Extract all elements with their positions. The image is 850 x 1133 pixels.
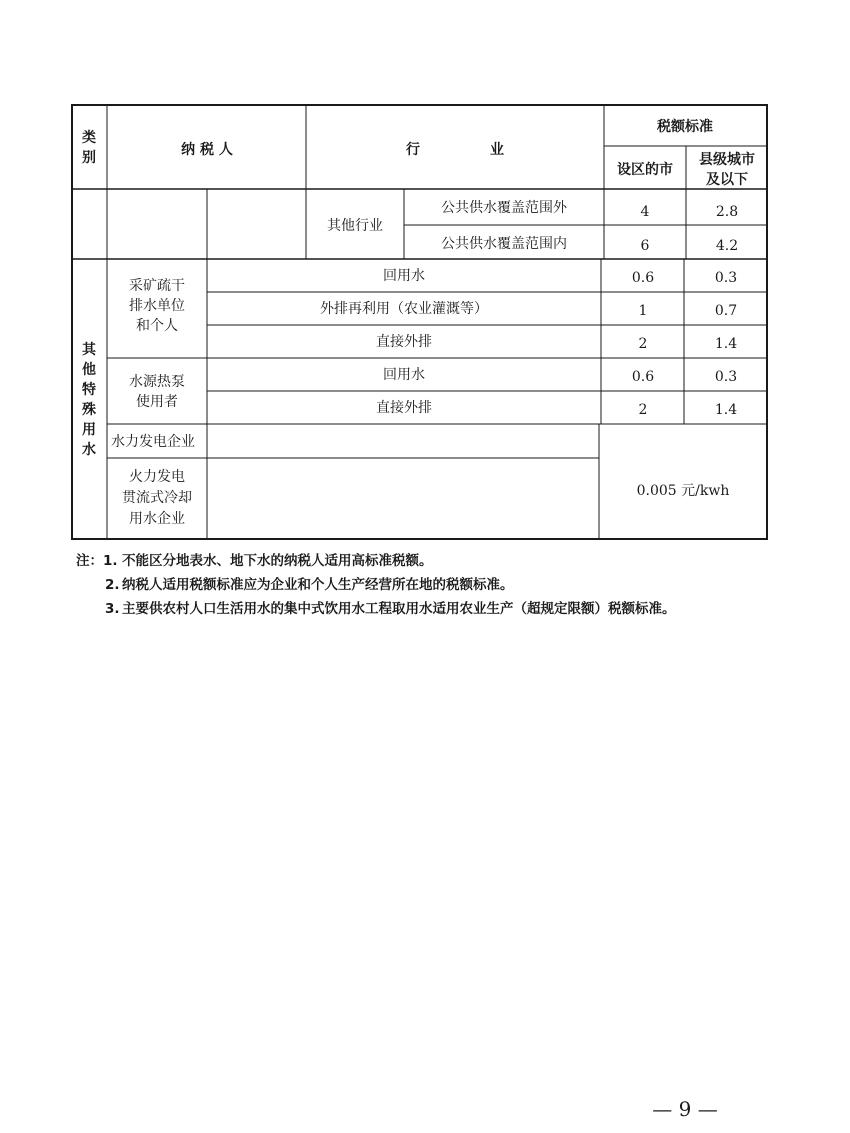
heatpump-label-line: 水源热泵 xyxy=(129,374,185,390)
header-county-city-line1: 县级城市 xyxy=(699,152,755,168)
header-taxpayer: 纳 税 人 xyxy=(181,142,233,158)
special-category-char: 用 xyxy=(82,422,96,438)
thermal-label-line: 贯流式冷却 xyxy=(122,490,192,506)
page-number: — 9 — xyxy=(652,1097,718,1121)
header-county-city-line2: 及以下 xyxy=(706,172,748,188)
other-industry-label: 其他行业 xyxy=(327,218,383,234)
power-rate-value: 0.005 元/kwh xyxy=(636,483,730,499)
inside-coverage-city: 6 xyxy=(640,238,650,254)
header-category-2: 别 xyxy=(82,150,96,166)
notes xyxy=(76,549,772,621)
mining-label-line: 采矿疏干 xyxy=(129,278,185,294)
header-city-with-district: 设区的市 xyxy=(617,162,673,178)
note-text: 纳税人适用税额标准应为企业和个人生产经营所在地的税额标准。 xyxy=(122,577,514,593)
note-prefix: 注：1. xyxy=(76,553,118,569)
heatpump-row-county: 1.4 xyxy=(714,402,738,418)
inside-coverage-county: 4.2 xyxy=(715,238,739,254)
hydro-power-label: 水力发电企业 xyxy=(111,434,195,450)
special-category-char: 殊 xyxy=(82,402,96,418)
special-category-char: 其 xyxy=(82,342,96,358)
tax-standard-table xyxy=(71,104,768,540)
thermal-label-line: 火力发电 xyxy=(129,469,185,485)
inside-coverage-label: 公共供水覆盖范围内 xyxy=(441,236,567,252)
heatpump-label-line: 使用者 xyxy=(136,394,178,410)
note-item xyxy=(92,573,772,597)
header-category-1: 类 xyxy=(82,130,96,146)
mining-row-label: 直接外排 xyxy=(376,334,432,350)
mining-row-city: 2 xyxy=(638,336,648,352)
heatpump-row-city: 0.6 xyxy=(631,369,655,385)
note-item xyxy=(92,597,772,621)
mining-row-label: 回用水 xyxy=(383,268,425,284)
mining-row-county: 0.7 xyxy=(714,303,738,319)
note-text: 不能区分地表水、地下水的纳税人适用高标准税额。 xyxy=(122,553,433,569)
outside-coverage-county: 2.8 xyxy=(715,204,739,220)
note-prefix: 2. xyxy=(105,577,120,593)
note-prefix: 3. xyxy=(105,601,120,617)
heatpump-row-county: 0.3 xyxy=(714,369,738,385)
special-category-char: 特 xyxy=(82,382,96,398)
outside-coverage-city: 4 xyxy=(640,204,650,220)
note-text: 主要供农村人口生活用水的集中式饮用水工程取用水适用农业生产（超规定限额）税额标准。 xyxy=(122,601,676,617)
header-industry: 行 业 xyxy=(406,142,504,158)
mining-row-county: 1.4 xyxy=(714,336,738,352)
mining-label-line: 排水单位 xyxy=(129,298,185,314)
header-tax-standard: 税额标准 xyxy=(657,119,713,135)
heatpump-row-city: 2 xyxy=(638,402,648,418)
heatpump-row-label: 直接外排 xyxy=(376,400,432,416)
mining-row-county: 0.3 xyxy=(714,270,738,286)
special-category-char: 他 xyxy=(82,362,96,378)
special-category-char: 水 xyxy=(82,442,96,458)
mining-row-label: 外排再利用（农业灌溉等） xyxy=(320,301,488,317)
note-item xyxy=(76,549,772,573)
mining-label-line: 和个人 xyxy=(136,318,178,334)
heatpump-row-label: 回用水 xyxy=(383,367,425,383)
mining-row-city: 0.6 xyxy=(631,270,655,286)
thermal-label-line: 用水企业 xyxy=(129,511,185,527)
outside-coverage-label: 公共供水覆盖范围外 xyxy=(441,200,567,216)
mining-row-city: 1 xyxy=(638,303,648,319)
